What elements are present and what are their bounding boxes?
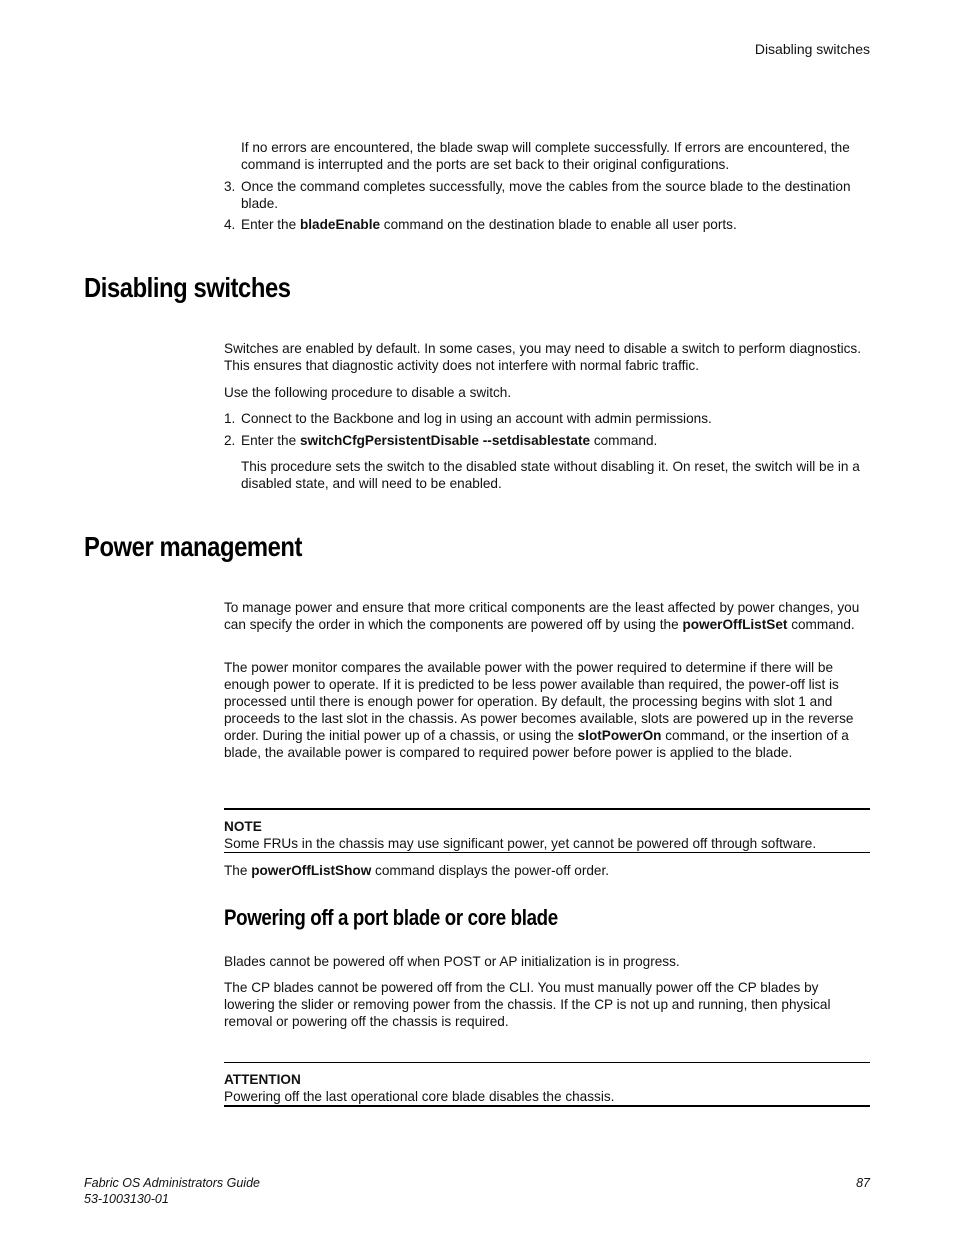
command-name: powerOffListSet xyxy=(682,617,788,632)
attention-box xyxy=(224,1071,870,1105)
paragraph: Use the following procedure to disable a switch. xyxy=(224,385,512,400)
blade-swap-continuation: If no errors are encountered, the blade swap will complete successfully. If errors are encountered, the command is interrupted and the ports are set back to their original configurations. xyxy=(241,140,850,172)
note-box xyxy=(224,818,870,852)
paragraph: Switches are enabled by default. In some cases, you may need to disable a switch to perform diagnostics. This ensures that diagnostic activity does not interfere with normal fabric traffic. xyxy=(224,341,861,373)
running-header: Disabling switches xyxy=(754,41,870,57)
footer xyxy=(84,1175,260,1207)
step-note: This procedure sets the switch to the disabled state without disabling it. On reset, the switch will be in a disabled state, and will need to be enabled. xyxy=(241,459,860,491)
attention-text: Powering off the last operational core blade disables the chassis. xyxy=(224,1089,615,1104)
step-number: 2. xyxy=(224,433,236,448)
paragraph: Blades cannot be powered off when POST or AP initialization is in progress. xyxy=(224,954,680,969)
subsection-title-powering-off: Powering off a port blade or core blade xyxy=(224,905,558,930)
paragraph: The powerOffListShow command displays the power-off order. xyxy=(224,863,610,878)
section-title-power-management: Power management xyxy=(84,531,303,562)
paragraph: To manage power and ensure that more critical components are the least affected by power changes, you can specify the order in which the components are powered off by using the powerOffListSet command. xyxy=(224,600,860,632)
footer-doc-title: Fabric OS Administrators Guide xyxy=(84,1176,260,1190)
step-number: 1. xyxy=(224,411,236,426)
page-number: 87 xyxy=(856,1176,870,1190)
attention-label: ATTENTION xyxy=(224,1072,301,1087)
section-title-disabling-switches: Disabling switches xyxy=(84,272,291,303)
paragraph: The power monitor compares the available power with the power required to determine if there will be enough power to operate. If it is predicted to be less power available than required, the power-off list is processed until there is enough power for operation. By default, the processing begins with slot 1 and proceeds to the last slot in the chassis. As power becomes available, slots are powered up in the reverse order. During the initial power up of a chassis, or using the slotPowerOn command, or the insertion of a blade, the available power is compared to required power before power is applied to the blade. xyxy=(224,660,854,760)
step-number: 3. xyxy=(224,179,236,194)
command-name: powerOffListShow xyxy=(251,863,372,878)
command-name: slotPowerOn xyxy=(577,728,662,743)
command-name: bladeEnable xyxy=(299,217,381,232)
step-number: 4. xyxy=(224,217,236,232)
step-text: Once the command completes successfully, move the cables from the source blade to the destination blade. xyxy=(241,179,851,211)
command-name: switchCfgPersistentDisable --setdisablestate xyxy=(299,433,591,448)
note-top-rule xyxy=(224,808,870,810)
step-text: Enter the bladeEnable command on the destination blade to enable all user ports. xyxy=(241,217,737,232)
step-text: Enter the switchCfgPersistentDisable --setdisablestate command. xyxy=(241,433,658,448)
step-text: Connect to the Backbone and log in using an account with admin permissions. xyxy=(241,411,712,426)
paragraph: The CP blades cannot be powered off from the CLI. You must manually power off the CP blades by lowering the slider or removing power from the chassis. If the CP is not up and running, then physical removal or powering off the chassis is required. xyxy=(224,980,831,1029)
note-bottom-rule xyxy=(224,852,870,853)
note-label: NOTE xyxy=(224,819,262,834)
footer-doc-id: 53-1003130-01 xyxy=(84,1192,169,1206)
attention-bottom-rule xyxy=(224,1105,870,1107)
attention-top-rule xyxy=(224,1062,870,1063)
note-text: Some FRUs in the chassis may use significant power, yet cannot be powered off through software. xyxy=(224,836,817,851)
